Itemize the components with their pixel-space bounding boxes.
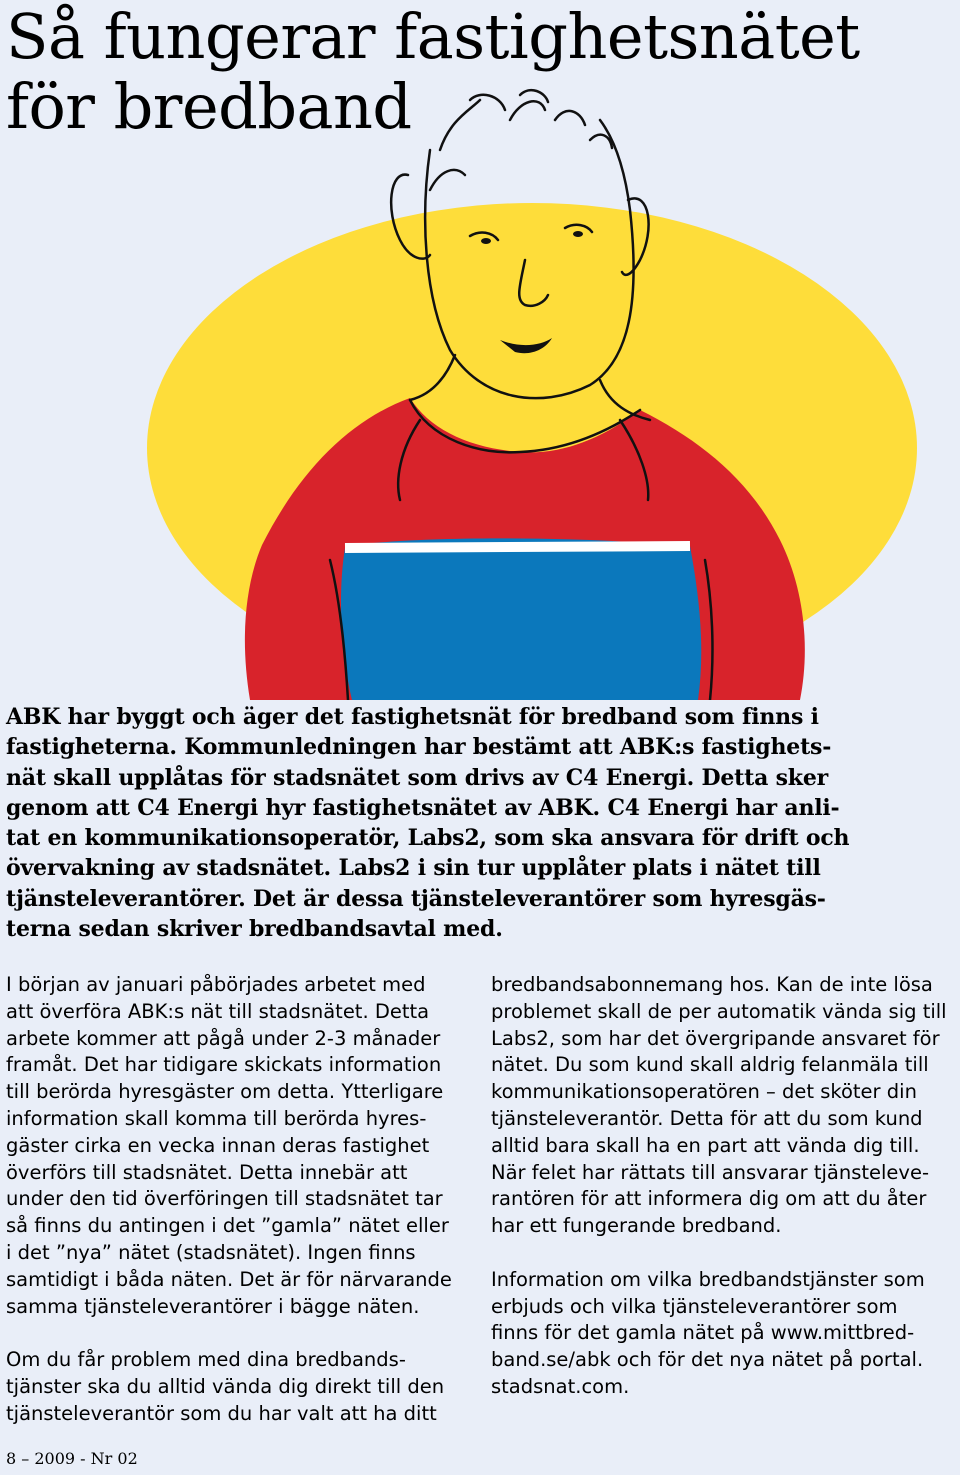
page-footer: 8 – 2009 - Nr 02	[6, 1449, 138, 1468]
body-line: Information om vilka bredbandstjänster som	[491, 1267, 925, 1291]
body-line: kommunikationsoperatören – det sköter din	[491, 1080, 917, 1104]
body-line: har ett fungerande bredband.	[491, 1214, 782, 1238]
body-line: nätet. Du som kund skall aldrig felanmäla till	[491, 1053, 929, 1077]
body-line: framåt. Det har tidigare skickats information	[6, 1053, 442, 1077]
left-column	[6, 972, 468, 1454]
body-line: alltid bara skall ha en part att vända dig till.	[491, 1133, 920, 1157]
body-line: arbete kommer att pågå under 2-3 månader	[6, 1026, 441, 1050]
lead-paragraph	[6, 702, 956, 944]
lead-line: terna sedan skriver bredbandsavtal med.	[6, 916, 503, 943]
lead-line: genom att C4 Energi hyr fastighetsnätet av ABK. C4 Energi har anli-	[6, 794, 840, 821]
body-line: gäster cirka en vecka innan deras fastighet	[6, 1133, 430, 1157]
lead-line: övervakning av stadsnätet. Labs2 i sin tur upplåter plats i nätet till	[6, 855, 821, 882]
body-line: band.se/abk och för det nya nätet på portal.	[491, 1348, 924, 1372]
body-line: information skall komma till berörda hyres-	[6, 1106, 427, 1130]
body-paragraph	[6, 1347, 468, 1427]
body-line: Om du får problem med dina bredbands-	[6, 1348, 406, 1372]
body-line: stadsnat.com.	[491, 1374, 630, 1398]
body-line: att överföra ABK:s nät till stadsnätet. Detta	[6, 999, 430, 1023]
lead-line: nät skall upplåtas för stadsnätet som drivs av C4 Energi. Detta sker	[6, 764, 829, 791]
lead-line: ABK har byggt och äger det fastighetsnät för bredband som finns i	[6, 704, 819, 730]
page-title	[6, 2, 860, 142]
body-line: bredbandsabonnemang hos. Kan de inte lösa	[491, 973, 933, 996]
body-line: överförs till stadsnätet. Detta innebär att	[6, 1160, 408, 1184]
body-line: så finns du antingen i det ”gamla” nätet eller	[6, 1214, 449, 1238]
lead-line: fastigheterna. Kommunledningen har bestämt att ABK:s fastighets-	[6, 734, 832, 761]
body-line: tjänster ska du alltid vända dig direkt till den	[6, 1374, 445, 1398]
body-line: tjänsteleverantör. Detta för att du som kund	[491, 1106, 923, 1130]
blue-laptop	[341, 538, 701, 700]
body-line: erbjuds och vilka tjänsteleverantörer som	[491, 1294, 898, 1318]
body-paragraph	[491, 1267, 953, 1401]
body-line: under den tid överföringen till stadsnätet tar	[6, 1187, 443, 1211]
body-line: finns för det gamla nätet på www.mittbred-	[491, 1321, 915, 1345]
lead-line: tjänsteleverantörer. Det är dessa tjänsteleverantörer som hyresgäs-	[6, 885, 826, 912]
body-line: till berörda hyresgäster om detta. Ytterligare	[6, 1080, 444, 1104]
body-paragraph	[491, 972, 953, 1240]
lead-line: tat en kommunikationsoperatör, Labs2, som ska ansvara för drift och	[6, 825, 850, 852]
body-paragraph	[6, 972, 468, 1320]
title-line: Så fungerar fastighetsnätet	[6, 0, 860, 73]
body-line: samtidigt i båda näten. Det är för närvarande	[6, 1267, 452, 1291]
body-line: I början av januari påbörjades arbetet med	[6, 973, 426, 996]
right-column	[491, 972, 953, 1428]
body-line: problemet skall de per automatik vända sig till	[491, 999, 947, 1023]
body-line: tjänsteleverantör som du har valt att ha ditt	[6, 1401, 437, 1425]
body-line: i det ”nya” nätet (stadsnätet). Ingen finns	[6, 1240, 416, 1264]
body-line: När felet har rättats till ansvarar tjänsteleve-	[491, 1160, 930, 1184]
body-line: rantören för att informera dig om att du åter	[491, 1187, 927, 1211]
body-line: Labs2, som har det övergripande ansvaret för	[491, 1026, 940, 1050]
title-line: för bredband	[6, 70, 412, 143]
body-line: samma tjänsteleverantörer i bägge näten.	[6, 1294, 420, 1318]
